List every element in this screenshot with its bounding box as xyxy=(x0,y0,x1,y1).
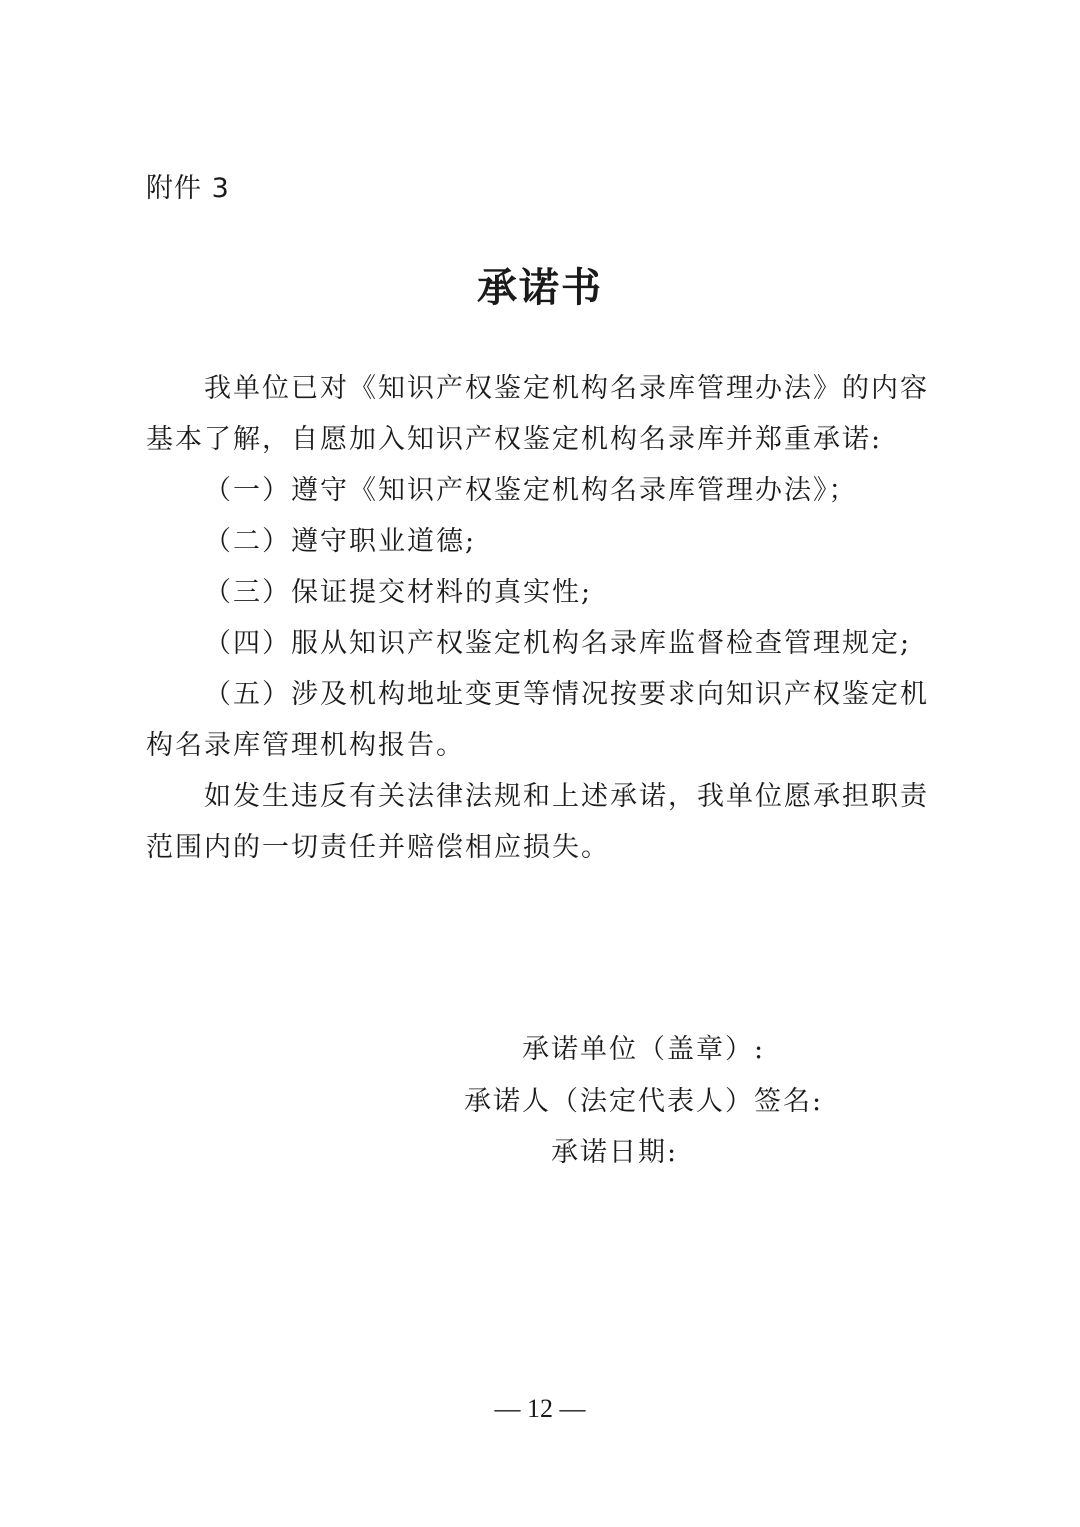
page-number: — 12 — xyxy=(494,1394,586,1423)
commitment-item-1: （一）遵守《知识产权鉴定机构名录库管理办法》； xyxy=(204,475,858,506)
document-title: 承诺书 xyxy=(477,264,603,311)
intro-paragraph: 我单位已对《知识产权鉴定机构名录库管理办法》的内容基本了解，自愿加入知识产权鉴定机构名录库并郑重承诺: xyxy=(146,373,929,455)
signature-unit-line: 承诺单位（盖章）: xyxy=(522,1034,766,1065)
closing-paragraph: 如发生违反有关法律法规和上述承诺，我单位愿承担职责范围内的一切责任并赔偿相应损失。 xyxy=(146,781,929,863)
commitment-item-3: （三）保证提交材料的真实性; xyxy=(204,577,593,608)
commitment-item-5: （五）涉及机构地址变更等情况按要求向知识产权鉴定机构名录库管理机构报告。 xyxy=(146,679,929,761)
document-body xyxy=(146,363,942,873)
signature-person-line: 承诺人（法定代表人）签名: xyxy=(464,1086,824,1117)
commitment-item-4: （四）服从知识产权鉴定机构名录库监督检查管理规定; xyxy=(204,628,912,659)
commitment-item-2: （二）遵守职业道德; xyxy=(204,526,477,557)
signature-date-line: 承诺日期: xyxy=(551,1137,679,1168)
attachment-label: 附件 3 xyxy=(146,173,230,204)
